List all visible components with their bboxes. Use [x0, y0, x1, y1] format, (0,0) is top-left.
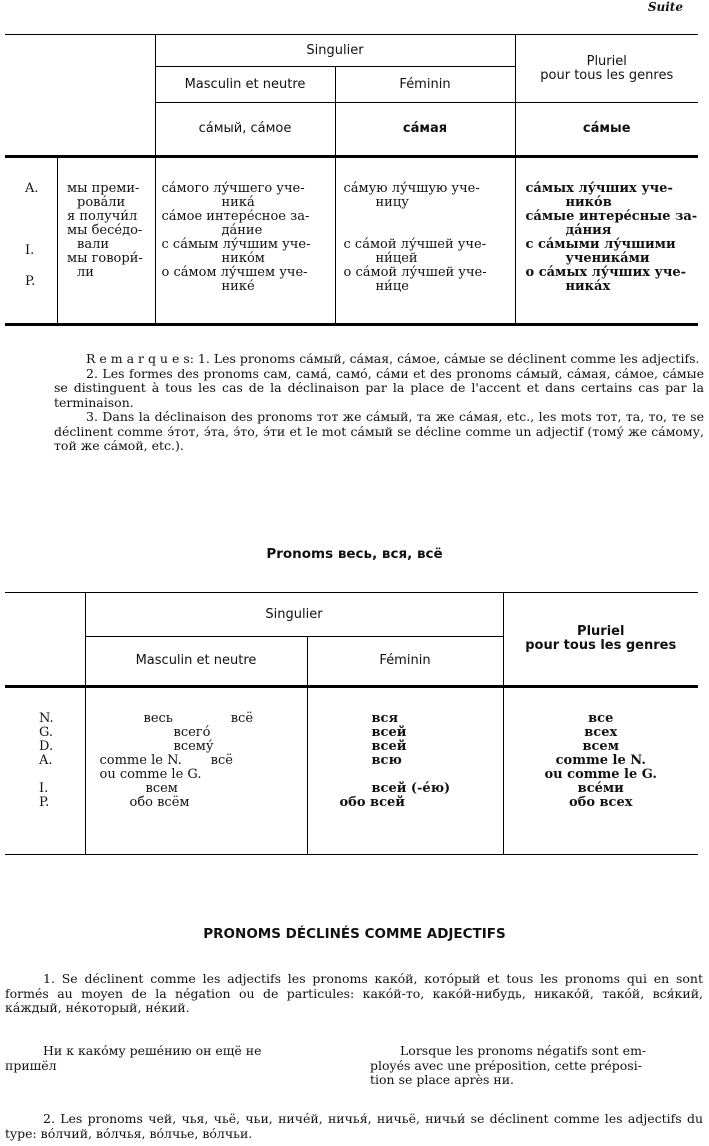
t1-masc-header: Masculin et neutre	[155, 67, 335, 103]
t1-fem-header: Féminin	[335, 67, 515, 103]
t1-masc-forms: сáмый, сáмое	[155, 103, 335, 157]
t2-pl-col: все всех всем comme le N. ou comme le G. всéми обо всех	[503, 687, 698, 855]
t1-pl-col: сáмых лу́чших уче- никóв сáмые интерéсные за- дáния с сáмыми лу́чшими ученикáми о сáмых лу́чших уче- никáх	[515, 157, 698, 325]
table-samyj	[5, 34, 698, 326]
t2-fem-header: Féminin	[307, 637, 503, 687]
t2-pluriel: Pluriel pour tous les genres	[503, 593, 698, 687]
table-ves	[5, 592, 698, 855]
t1-masc-col: сáмого лу́чшего уче- никá сáмое интерéсное за- дáние с сáмым лу́чшим уче- никóм о сáмом лу́чшем уче- никé	[155, 157, 335, 325]
paragraph-2: 2. Les pronoms чей, чья, чьё, чьи, ничéй, ничья́, ничьё, ничьи́ se déclinent comme les adjectifs du type: вóлчий, вóлчья, вóлчье, вóлчьи.	[5, 1111, 703, 1141]
section-title-adjectifs: PRONOMS DÉCLINÉS COMME ADJECTIFS	[203, 926, 506, 942]
remarque-3: 3. Dans la déclinaison des pronoms тот же сáмый, та же сáмая, etc., les mots тот, та, то, те se déclinent comme э́тот, э́та, э́то, э́ти et le mot сáмый se décline comme un adjectif (тому́ же сáмому, той же сáмой, etc.).	[54, 409, 704, 453]
t2-masc-header: Masculin et neutre	[85, 637, 307, 687]
t2-singulier: Singulier	[85, 593, 503, 637]
t1-fem-forms: сáмая	[335, 103, 515, 157]
t2-fem-col: вся всей всей всю всей (-éю) обо всей	[307, 687, 503, 855]
suite-label: Suite	[647, 0, 683, 14]
t1-fem-col: сáмую лу́чшую уче- ницу с сáмой лу́чшей уче- ни́цей о сáмой лу́чшей уче- ни́це	[335, 157, 515, 325]
t1-pl-forms: сáмые	[515, 103, 698, 157]
t2-masc-col: весь всё всегó всему́ comme le N. всё ou comme le G. всем обо всём	[85, 687, 307, 855]
remarque-1: R e m a r q u e s: 1. Les pronoms сáмый, сáмая, сáмое, сáмые se déclinent comme les adjectifs.	[86, 351, 700, 366]
t1-case-col: A. I. P. мы преми- ровáли я получи́л мы бесéдо- вали мы говори́- ли	[5, 157, 155, 325]
t1-singulier: Singulier	[155, 35, 515, 67]
paragraph-1: 1. Se déclinent comme les adjectifs les pronoms какóй, котóрый et tous les pronoms qui en sont formés au moyen de la négation ou de particules: какóй-то, какóй-нибудь, никакóй, такóй, вся́кий, кáждый, нéкоторый, нéкий.	[5, 971, 703, 1015]
section-title-ves: Pronoms весь, вся, всё	[266, 546, 443, 562]
example-french: Lorsque les pronoms négatifs sont em- ployés avec une préposition, cette préposi- tion se place après ни.	[370, 1043, 647, 1087]
t2-case-col: N. G. D. A. I. P.	[5, 687, 85, 855]
example-russian: Ни к какóму решéнию он ещё не пришёл	[5, 1043, 262, 1073]
remarques	[54, 352, 704, 454]
remarque-2: 2. Les formes des pronoms сам, самá, самó, сáми et des pronoms сáмый, сáмая, сáмое, сáмые se distinguent à tous les cas de la déclinaison par la place de l'accent et dans certains cas par la terminaison.	[54, 365, 704, 410]
t1-pluriel: Pluriel pour tous les genres	[515, 35, 698, 103]
